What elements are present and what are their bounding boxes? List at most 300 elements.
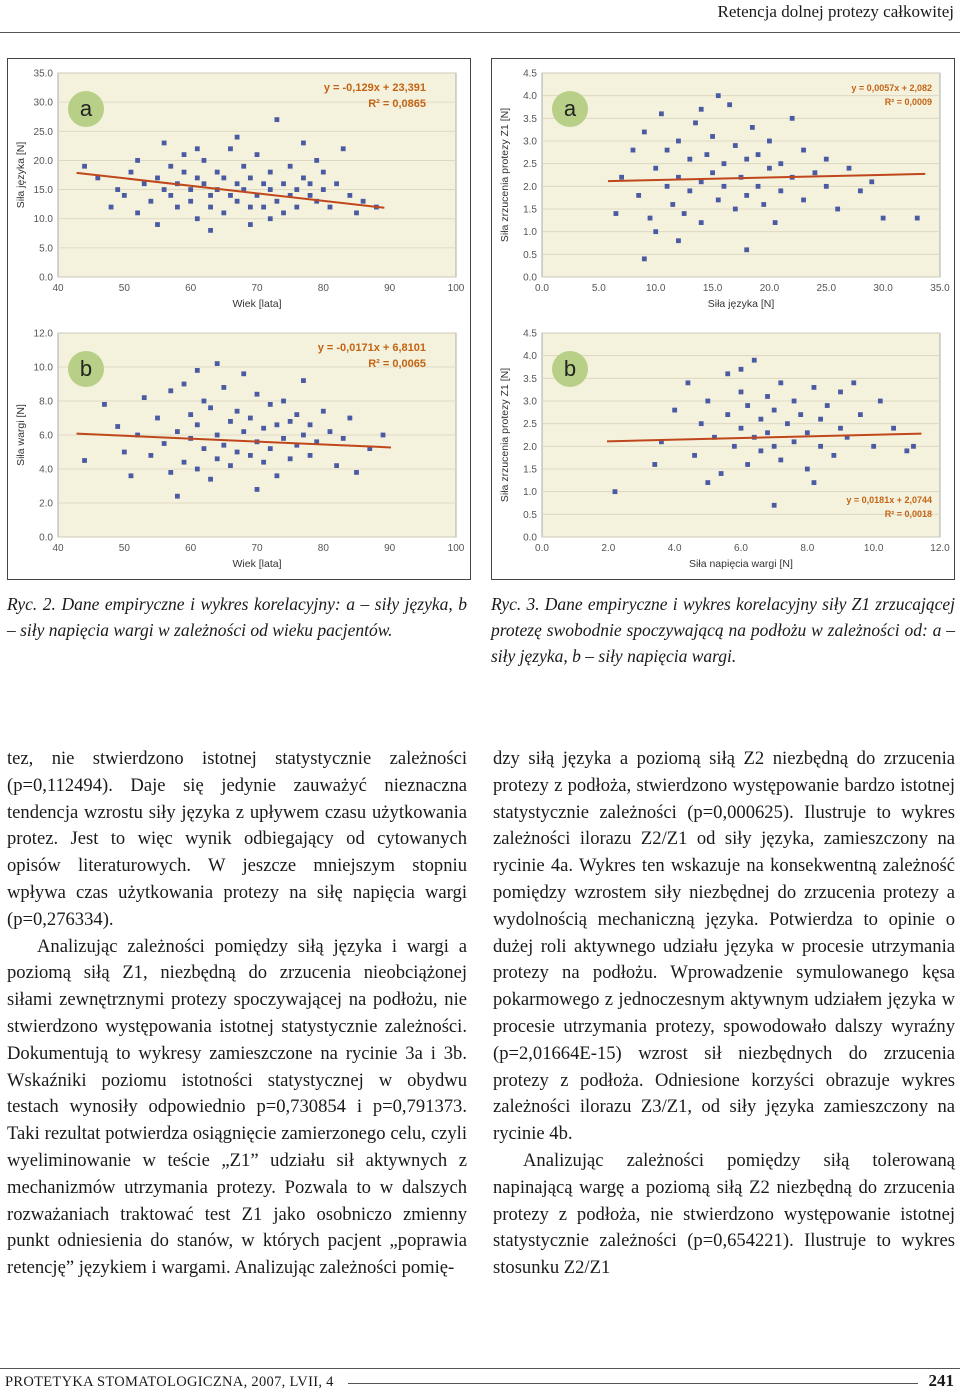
data-point (750, 125, 755, 130)
trend-equation: y = 0,0057x + 2,082 (851, 83, 932, 93)
y-tick-label: 4.0 (523, 91, 537, 103)
chart-ryc3b (492, 319, 954, 579)
data-point (773, 220, 778, 225)
data-point (175, 494, 180, 499)
data-point (241, 371, 246, 376)
x-tick-label: 40 (52, 283, 64, 294)
data-point (275, 473, 280, 478)
data-point (858, 412, 863, 417)
y-axis-label: Siła zrzucenia protezy Z1 [N] (499, 107, 511, 243)
y-tick-label: 1.5 (523, 204, 537, 216)
data-point (228, 419, 233, 424)
data-point (188, 187, 193, 192)
data-point (744, 247, 749, 252)
data-point (818, 444, 823, 449)
r-squared: R² = 0,0865 (368, 98, 426, 110)
data-point (705, 480, 710, 485)
data-point (281, 399, 286, 404)
data-point (162, 141, 167, 146)
data-point (733, 207, 738, 212)
data-point (772, 408, 777, 413)
data-point (825, 403, 830, 408)
data-point (381, 433, 386, 438)
y-tick-label: 3.5 (523, 373, 537, 385)
data-point (175, 429, 180, 434)
data-point (798, 412, 803, 417)
data-point (188, 199, 193, 204)
data-point (614, 211, 619, 216)
data-point (334, 463, 339, 468)
journal-footer: PROTETYKA STOMATOLOGICZNA, 2007, LVII, 4 (5, 1374, 334, 1390)
data-point (831, 453, 836, 458)
y-tick-label: 0.5 (523, 249, 537, 261)
data-point (778, 188, 783, 193)
data-point (722, 161, 727, 166)
x-tick-label: 40 (52, 543, 64, 554)
data-point (878, 399, 883, 404)
data-point (301, 141, 306, 146)
y-tick-label: 1.5 (523, 464, 537, 476)
data-point (642, 130, 647, 135)
data-point (670, 202, 675, 207)
x-tick-label: 4.0 (667, 543, 682, 554)
trend-equation: y = -0,0171x + 6,8101 (317, 342, 426, 354)
data-point (248, 176, 253, 181)
data-point (135, 210, 140, 215)
data-point (314, 158, 319, 163)
data-point (727, 102, 732, 107)
data-point (765, 430, 770, 435)
data-point (659, 111, 664, 116)
body-column-left (7, 746, 467, 1282)
data-point (162, 441, 167, 446)
data-point (801, 148, 806, 153)
data-point (308, 453, 313, 458)
data-point (115, 187, 120, 192)
data-point (745, 462, 750, 467)
data-point (175, 205, 180, 210)
y-tick-label: 3.0 (523, 396, 537, 408)
data-point (710, 170, 715, 175)
data-point (687, 157, 692, 162)
y-tick-label: 30.0 (33, 97, 53, 109)
data-point (235, 199, 240, 204)
data-point (699, 179, 704, 184)
data-point (321, 409, 326, 414)
x-tick-label: 60 (185, 283, 197, 294)
data-point (208, 193, 213, 198)
data-point (756, 184, 761, 189)
data-point (692, 453, 697, 458)
data-point (347, 193, 352, 198)
footer-line (348, 1383, 918, 1384)
y-axis-label: Siła wargi [N] (15, 404, 27, 466)
data-point (693, 120, 698, 125)
data-point (294, 187, 299, 192)
chart-ryc2b (8, 319, 470, 579)
x-tick-label: 0.0 (535, 543, 549, 554)
panel-label: b (79, 356, 93, 381)
data-point (904, 448, 909, 453)
data-point (215, 170, 220, 175)
data-point (328, 205, 333, 210)
y-tick-label: 4.0 (523, 351, 537, 363)
data-point (261, 205, 266, 210)
data-point (354, 210, 359, 215)
x-tick-label: 15.0 (702, 283, 723, 294)
data-point (275, 422, 280, 427)
data-point (792, 439, 797, 444)
y-tick-label: 0.0 (523, 532, 537, 544)
data-point (778, 380, 783, 385)
y-tick-label: 6.0 (39, 430, 53, 442)
panel-label: a (563, 96, 577, 121)
data-point (129, 473, 134, 478)
data-point (142, 181, 147, 186)
data-point (805, 430, 810, 435)
data-point (881, 216, 886, 221)
header-rule (0, 32, 960, 33)
x-tick-label: 100 (447, 543, 465, 554)
data-point (294, 205, 299, 210)
data-point (790, 116, 795, 121)
data-point (82, 458, 87, 463)
r-squared: R² = 0,0065 (368, 358, 426, 370)
data-point (613, 489, 618, 494)
data-point (653, 166, 658, 171)
data-point (208, 405, 213, 410)
data-point (716, 198, 721, 203)
data-point (162, 187, 167, 192)
data-point (665, 148, 670, 153)
data-point (835, 207, 840, 212)
data-point (268, 216, 273, 221)
data-point (168, 193, 173, 198)
data-point (268, 446, 273, 451)
data-point (202, 181, 207, 186)
y-tick-label: 1.0 (523, 227, 537, 239)
x-tick-label: 90 (384, 543, 396, 554)
data-point (248, 205, 253, 210)
y-tick-label: 15.0 (33, 185, 53, 197)
y-tick-label: 5.0 (39, 243, 53, 255)
data-point (341, 146, 346, 151)
data-point (202, 446, 207, 451)
data-point (228, 463, 233, 468)
data-point (182, 382, 187, 387)
data-point (818, 417, 823, 422)
data-point (168, 164, 173, 169)
data-point (275, 199, 280, 204)
data-point (911, 444, 916, 449)
x-tick-label: 30.0 (873, 283, 893, 294)
data-point (739, 426, 744, 431)
data-point (759, 417, 764, 422)
data-point (82, 164, 87, 169)
data-point (648, 216, 653, 221)
data-point (308, 181, 313, 186)
data-point (129, 170, 134, 175)
data-point (235, 450, 240, 455)
data-point (202, 399, 207, 404)
data-point (102, 402, 107, 407)
x-tick-label: 8.0 (800, 543, 815, 554)
x-tick-label: 60 (185, 543, 197, 554)
data-point (652, 462, 657, 467)
data-point (268, 187, 273, 192)
data-point (248, 453, 253, 458)
data-point (631, 148, 636, 153)
y-tick-label: 2.5 (523, 159, 537, 171)
data-point (182, 460, 187, 465)
data-point (168, 388, 173, 393)
data-point (354, 470, 359, 475)
data-point (838, 390, 843, 395)
data-point (361, 199, 366, 204)
data-point (739, 390, 744, 395)
data-point (704, 152, 709, 157)
data-point (288, 456, 293, 461)
x-axis-label: Wiek [lata] (232, 558, 282, 570)
data-point (301, 433, 306, 438)
y-tick-label: 2.0 (523, 441, 537, 453)
data-point (761, 202, 766, 207)
data-point (725, 412, 730, 417)
data-point (321, 170, 326, 175)
data-point (752, 358, 757, 363)
x-tick-label: 2.0 (601, 543, 616, 554)
x-tick-label: 100 (447, 283, 465, 294)
x-axis-label: Siła napięcia wargi [N] (689, 558, 793, 570)
data-point (341, 436, 346, 441)
panel-label: b (563, 356, 577, 381)
data-point (824, 157, 829, 162)
data-point (813, 170, 818, 175)
data-point (122, 193, 127, 198)
data-point (847, 166, 852, 171)
data-point (182, 170, 187, 175)
data-point (281, 436, 286, 441)
data-point (744, 157, 749, 162)
data-point (195, 146, 200, 151)
x-axis-label: Wiek [lata] (232, 298, 282, 310)
data-point (221, 385, 226, 390)
paragraph: tez, nie stwierdzono istotnej statystycznie zależności (p=0,112494). Daje się jedynie zauważyć nieznaczna tendencja wzrostu siły języka z upływem czasu użytkowania protez. Jest to więc wynik odbiegający od cytowanych opisów literaturowych. W jeszcze mniejszym stopniu wpływa czas użytkowania protezy na siłę napięcia wargi (p=0,276334). (7, 748, 467, 930)
data-point (261, 181, 266, 186)
data-point (334, 181, 339, 186)
x-tick-label: 80 (317, 543, 329, 554)
data-point (301, 176, 306, 181)
data-point (915, 216, 920, 221)
data-point (308, 193, 313, 198)
data-point (858, 188, 863, 193)
data-point (228, 146, 233, 151)
data-point (321, 187, 326, 192)
figure-2-caption: Ryc. 2. Dane empiryczne i wykres korelacyjny: a – siły języka, b – siły napięcia wargi w zależności od wieku pacjentów. (7, 594, 467, 640)
figure-3-caption: Ryc. 3. Dane empiryczne i wykres korelacyjny siły Z1 zrzucającej protezę swobodnie spoczywającą na podłożu w zależności od: a – siły języka, b – siły napięcia wargi. (491, 594, 955, 666)
data-point (687, 188, 692, 193)
data-point (255, 487, 260, 492)
data-point (268, 170, 273, 175)
data-point (665, 184, 670, 189)
x-tick-label: 70 (251, 543, 263, 554)
data-point (733, 143, 738, 148)
data-point (235, 135, 240, 140)
y-tick-label: 0.0 (39, 532, 53, 544)
data-point (122, 450, 127, 455)
figure-3 (491, 58, 955, 580)
data-point (328, 429, 333, 434)
data-point (301, 378, 306, 383)
x-tick-label: 0.0 (535, 283, 549, 294)
data-point (653, 229, 658, 234)
data-point (228, 193, 233, 198)
data-point (759, 448, 764, 453)
data-point (767, 166, 772, 171)
y-tick-label: 4.5 (523, 68, 537, 80)
data-point (288, 419, 293, 424)
data-point (215, 456, 220, 461)
data-point (288, 164, 293, 169)
y-tick-label: 3.5 (523, 113, 537, 125)
data-point (215, 433, 220, 438)
y-tick-label: 0.5 (523, 509, 537, 521)
data-point (155, 222, 160, 227)
data-point (891, 426, 896, 431)
data-point (672, 408, 677, 413)
data-point (255, 152, 260, 157)
y-tick-label: 35.0 (33, 68, 53, 80)
data-point (812, 480, 817, 485)
data-point (824, 184, 829, 189)
y-tick-label: 2.0 (39, 498, 53, 510)
data-point (142, 395, 147, 400)
data-point (268, 402, 273, 407)
y-tick-label: 4.0 (39, 464, 53, 476)
y-tick-label: 8.0 (39, 396, 53, 408)
data-point (208, 228, 213, 233)
data-point (155, 416, 160, 421)
data-point (215, 361, 220, 366)
data-point (765, 394, 770, 399)
data-point (686, 380, 691, 385)
y-tick-label: 20.0 (33, 155, 53, 167)
data-point (732, 444, 737, 449)
data-point (221, 443, 226, 448)
data-point (281, 210, 286, 215)
data-point (785, 421, 790, 426)
x-tick-label: 6.0 (734, 543, 748, 554)
data-point (719, 471, 724, 476)
data-point (699, 107, 704, 112)
x-tick-label: 20.0 (759, 283, 780, 294)
data-point (155, 176, 160, 181)
data-point (261, 460, 266, 465)
data-point (767, 139, 772, 144)
data-point (195, 176, 200, 181)
data-point (248, 416, 253, 421)
data-point (281, 181, 286, 186)
x-tick-label: 50 (118, 283, 130, 294)
data-point (778, 458, 783, 463)
data-point (812, 385, 817, 390)
figure-2 (7, 58, 471, 580)
data-point (195, 216, 200, 221)
data-point (235, 181, 240, 186)
footer-rule (0, 1368, 960, 1369)
data-point (756, 152, 761, 157)
data-point (195, 368, 200, 373)
data-point (275, 117, 280, 122)
x-tick-label: 12.0 (930, 543, 950, 554)
data-point (725, 371, 730, 376)
data-point (188, 412, 193, 417)
data-point (745, 403, 750, 408)
data-point (869, 179, 874, 184)
data-point (208, 477, 213, 482)
body-column-right (493, 746, 955, 1282)
data-point (716, 93, 721, 98)
data-point (772, 503, 777, 508)
y-tick-label: 2.5 (523, 419, 537, 431)
data-point (255, 392, 260, 397)
chart-ryc2a (8, 59, 470, 319)
data-point (805, 467, 810, 472)
data-point (195, 422, 200, 427)
y-tick-label: 0.0 (39, 272, 53, 284)
x-axis-label: Siła języka [N] (707, 298, 775, 310)
y-tick-label: 2.0 (523, 181, 537, 193)
data-point (744, 193, 749, 198)
data-point (705, 399, 710, 404)
paragraph: Analizując zależności pomiędzy siłą języka i wargi a poziomą siłą Z1, niezbędną do zrzucenia nieobciążonej siłami zewnętrznymi protezy spoczywającej na podłożu, nie stwierdzono występowania istotnej statystycznie zależności. Dokumentują to wykresy zamieszczone na rycinie 3a i 3b. Wskaźniki poziomu istotności statystycznej w obydwu testach wynosiły odpowiednio p=0,730854 i p=0,791373. Taki rezultat potwierdza osiągnięcie zamierzonego celu, czyli wyeliminowanie w teście „Z1” udziału sił aktywnych z mechanizmów utrzymania protezy. Pozwala to w dalszych rozważaniach traktować test Z1 jako osobniczo zmienny punkt odniesienia do stanów, w których pacjent „poprawia retencję” językiem i wargami. Analizując zależności pomię- (7, 935, 467, 1279)
paragraph: dzy siłą języka a poziomą siłą Z2 niezbędną do zrzucenia protezy z podłoża, stwierdzono występowanie bardzo istotnej statystycznie zależności (p=0,000625). Ilustruje to wykres zależności ilorazu Z2/Z1 od siły języka, zamieszczony na rycinie 4a. Wykres ten wskazuje na konsekwentną zależność pomiędzy wzrostem siły niezbędnej do zrzucenia protezy a wydolnością mechaniczną języka. Potwierdza to opinie o dużej roli aktywnego udziału języka w procesie utrzymania protezy na podłożu. Wprowadzenie symulowanego kęsa pokarmowego z jednoczesnym aktywnym udziałem języka w procesie utrzymania protezy, spowodowało dalszy wyraźny (p=2,01664E-15) wzrost sił niezbędnych do zrzucenia protezy z podłoża. Odniesione korzyści obrazuje wykres zależności ilorazu Z3/Z1, od siły języka zamieszczony na rycinie 4b. (493, 748, 955, 1145)
data-point (202, 158, 207, 163)
data-point (699, 421, 704, 426)
data-point (135, 158, 140, 163)
y-tick-label: 10.0 (33, 362, 53, 374)
x-tick-label: 50 (118, 543, 130, 554)
trend-equation: y = -0,129x + 23,391 (323, 82, 426, 94)
data-point (722, 184, 727, 189)
trend-equation: y = 0,0181x + 2,0744 (846, 495, 932, 505)
x-tick-label: 25.0 (816, 283, 837, 294)
x-tick-label: 70 (251, 283, 263, 294)
running-head: Retencja dolnej protezy całkowitej (717, 2, 954, 21)
page-number: 241 (928, 1371, 954, 1390)
data-point (195, 467, 200, 472)
y-axis-label: Siła języka [N] (15, 141, 27, 209)
y-tick-label: 10.0 (33, 214, 53, 226)
data-point (148, 453, 153, 458)
data-point (347, 416, 352, 421)
data-point (182, 152, 187, 157)
data-point (676, 139, 681, 144)
x-tick-label: 80 (317, 283, 329, 294)
x-tick-label: 5.0 (591, 283, 606, 294)
data-point (261, 426, 266, 431)
x-tick-label: 90 (384, 283, 396, 294)
data-point (308, 422, 313, 427)
data-point (772, 444, 777, 449)
y-tick-label: 3.0 (523, 136, 537, 148)
x-tick-label: 35.0 (930, 283, 950, 294)
panel-label: a (79, 96, 93, 121)
data-point (792, 399, 797, 404)
data-point (676, 238, 681, 243)
data-point (838, 426, 843, 431)
y-tick-label: 0.0 (523, 272, 537, 284)
